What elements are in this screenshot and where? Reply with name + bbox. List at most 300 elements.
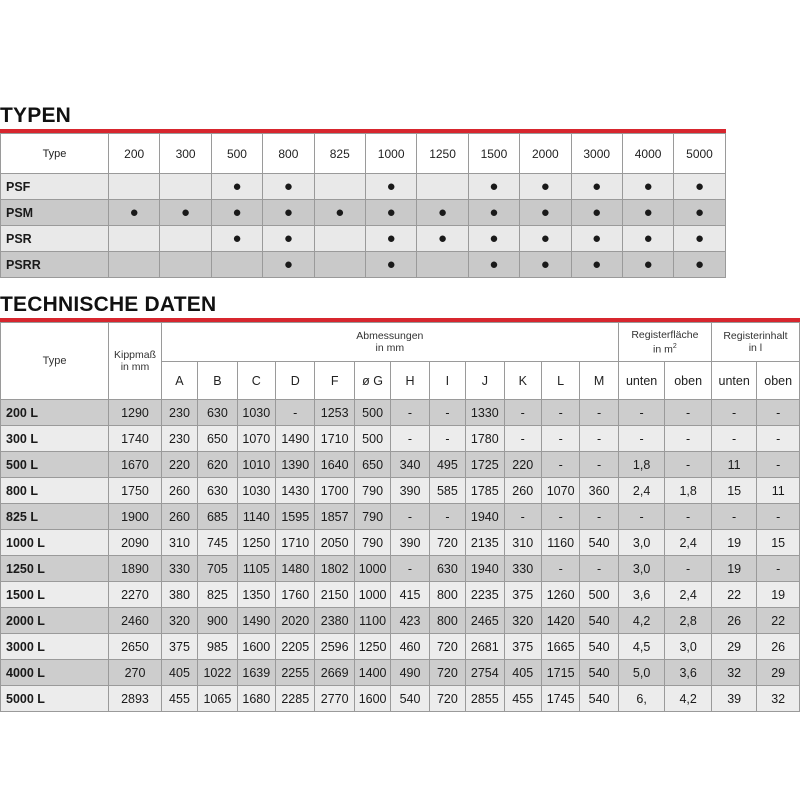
tech-cell: - <box>429 504 465 530</box>
tech-row <box>1 634 800 660</box>
tech-cell: - <box>618 504 665 530</box>
tech-cell: 1000 <box>354 556 390 582</box>
tech-cell: 1490 <box>237 608 275 634</box>
typen-cell <box>314 252 365 278</box>
tech-cell: - <box>580 426 619 452</box>
tech-cell: 720 <box>429 634 465 660</box>
availability-dot-icon: ● <box>489 178 499 195</box>
tech-cell: 32 <box>757 686 800 712</box>
tech-cell: 1665 <box>541 634 579 660</box>
availability-dot-icon: ● <box>540 256 550 273</box>
tech-cell: 1595 <box>276 504 315 530</box>
typen-body <box>1 174 726 278</box>
tech-cell: 455 <box>504 686 541 712</box>
tech-cell: 4,2 <box>665 686 712 712</box>
tech-cell: 1253 <box>315 400 354 426</box>
typen-table <box>0 133 726 278</box>
tech-cell: 260 <box>161 478 197 504</box>
typen-cell <box>160 226 211 252</box>
tech-cell: 2770 <box>315 686 354 712</box>
typen-header-row <box>1 134 726 174</box>
tech-cell: 540 <box>580 686 619 712</box>
availability-dot-icon: ● <box>489 256 499 273</box>
availability-dot-icon: ● <box>129 204 139 221</box>
tech-row <box>1 530 800 556</box>
typen-column-header: 3000 <box>571 134 622 174</box>
tech-cell: - <box>276 400 315 426</box>
tech-cell: 310 <box>161 530 197 556</box>
tech-cell: - <box>665 452 712 478</box>
tech-column-header: M <box>580 362 619 400</box>
tech-cell: 630 <box>198 478 237 504</box>
tech-cell: 745 <box>198 530 237 556</box>
tech-cell: 11 <box>757 478 800 504</box>
tech-cell: 220 <box>504 452 541 478</box>
tech-column-header: F <box>315 362 354 400</box>
tech-column-header: unten <box>711 362 757 400</box>
tech-cell: 1710 <box>276 530 315 556</box>
tech-row <box>1 556 800 582</box>
tech-cell: 2669 <box>315 660 354 686</box>
tech-cell: - <box>504 504 541 530</box>
tech-cell: 1105 <box>237 556 275 582</box>
tech-group-registerflaeche <box>618 323 711 362</box>
tech-cell: 1780 <box>466 426 504 452</box>
tech-cell: - <box>580 504 619 530</box>
typen-cell <box>520 174 571 200</box>
tech-cell: - <box>391 400 429 426</box>
tech-cell: 390 <box>391 530 429 556</box>
tech-cell: 540 <box>580 608 619 634</box>
availability-dot-icon: ● <box>283 204 293 221</box>
tech-row <box>1 582 800 608</box>
tech-cell: 1,8 <box>618 452 665 478</box>
tech-cell: 330 <box>161 556 197 582</box>
tech-cell: 650 <box>354 452 390 478</box>
typen-column-header: 500 <box>211 134 262 174</box>
typen-cell <box>417 174 468 200</box>
availability-dot-icon: ● <box>643 230 653 247</box>
typen-cell <box>211 174 262 200</box>
tech-cell: 1715 <box>541 660 579 686</box>
typen-cell <box>571 174 622 200</box>
typen-cell <box>622 252 673 278</box>
tech-cell-kippmass: 2090 <box>109 530 162 556</box>
tech-cell: - <box>541 452 579 478</box>
availability-dot-icon: ● <box>592 230 602 247</box>
tech-cell: 1030 <box>237 400 275 426</box>
tech-cell: 1070 <box>541 478 579 504</box>
tech-cell: - <box>541 556 579 582</box>
typen-cell <box>109 226 160 252</box>
tech-cell: 500 <box>354 426 390 452</box>
typen-row-name: PSF <box>1 174 109 200</box>
tech-cell: 1250 <box>354 634 390 660</box>
tech-cell: 2,4 <box>665 582 712 608</box>
tech-cell: 1802 <box>315 556 354 582</box>
typen-cell <box>468 226 519 252</box>
tech-cell-kippmass: 1750 <box>109 478 162 504</box>
availability-dot-icon: ● <box>386 256 396 273</box>
tech-cell: 2380 <box>315 608 354 634</box>
tech-cell: - <box>711 426 757 452</box>
registerflaeche-unit-sup: 2 <box>672 342 677 350</box>
tech-cell: 720 <box>429 530 465 556</box>
tech-cell: 705 <box>198 556 237 582</box>
tech-cell: 22 <box>757 608 800 634</box>
tech-cell: 620 <box>198 452 237 478</box>
tech-cell: 1390 <box>276 452 315 478</box>
availability-dot-icon: ● <box>643 256 653 273</box>
tech-cell: 375 <box>504 634 541 660</box>
tech-cell: 500 <box>354 400 390 426</box>
tech-column-header: unten <box>618 362 665 400</box>
tech-cell: 39 <box>711 686 757 712</box>
typen-header-type: Type <box>1 134 109 174</box>
availability-dot-icon: ● <box>335 204 345 221</box>
tech-cell: 15 <box>711 478 757 504</box>
tech-cell: 2150 <box>315 582 354 608</box>
tech-cell: 3,6 <box>618 582 665 608</box>
tech-column-header: H <box>391 362 429 400</box>
tech-cell: - <box>580 400 619 426</box>
tech-cell: 405 <box>161 660 197 686</box>
tech-cell: 790 <box>354 478 390 504</box>
tech-row-name: 300 L <box>1 426 109 452</box>
typen-cell <box>468 252 519 278</box>
tech-cell: 1857 <box>315 504 354 530</box>
tech-cell: 230 <box>161 426 197 452</box>
tech-cell: 2050 <box>315 530 354 556</box>
tech-row <box>1 660 800 686</box>
tech-cell: - <box>580 452 619 478</box>
tech-cell: 360 <box>580 478 619 504</box>
tech-cell: 415 <box>391 582 429 608</box>
tech-cell: - <box>665 556 712 582</box>
tech-row <box>1 504 800 530</box>
typen-cell <box>520 200 571 226</box>
tech-cell: 1,8 <box>665 478 712 504</box>
tech-cell: - <box>429 426 465 452</box>
tech-row <box>1 452 800 478</box>
tech-cell: 2855 <box>466 686 504 712</box>
availability-dot-icon: ● <box>592 204 602 221</box>
typen-column-header: 2000 <box>520 134 571 174</box>
availability-dot-icon: ● <box>694 230 705 247</box>
tech-row-name: 200 L <box>1 400 109 426</box>
tech-cell: 455 <box>161 686 197 712</box>
typen-row <box>1 226 726 252</box>
tech-cell: - <box>757 452 800 478</box>
typen-column-header: 200 <box>109 134 160 174</box>
tech-cell: 495 <box>429 452 465 478</box>
abmessungen-unit: in mm <box>375 342 405 354</box>
tech-cell: 1065 <box>198 686 237 712</box>
tech-header-kippmass <box>109 323 162 400</box>
tech-cell: 4,2 <box>618 608 665 634</box>
tech-cell: 6, <box>618 686 665 712</box>
availability-dot-icon: ● <box>232 230 242 247</box>
tech-cell: 29 <box>711 634 757 660</box>
typen-cell <box>468 200 519 226</box>
tech-cell: 800 <box>429 608 465 634</box>
typen-cell <box>263 252 314 278</box>
tech-cell: 1400 <box>354 660 390 686</box>
tech-column-header: oben <box>757 362 800 400</box>
tech-row <box>1 400 800 426</box>
availability-dot-icon: ● <box>386 204 396 221</box>
typen-column-header: 4000 <box>622 134 673 174</box>
tech-cell: - <box>504 400 541 426</box>
typen-row <box>1 174 726 200</box>
tech-column-header: ø G <box>354 362 390 400</box>
tech-cell: 985 <box>198 634 237 660</box>
tech-cell: 540 <box>580 660 619 686</box>
tech-cell: 2255 <box>276 660 315 686</box>
tech-column-header: A <box>161 362 197 400</box>
availability-dot-icon: ● <box>643 204 653 221</box>
tech-column-header: L <box>541 362 579 400</box>
availability-dot-icon: ● <box>232 178 242 195</box>
tech-cell: 3,0 <box>665 634 712 660</box>
tech-cell: - <box>541 400 579 426</box>
tech-cell: 19 <box>757 582 800 608</box>
availability-dot-icon: ● <box>283 178 293 195</box>
tech-cell: 1160 <box>541 530 579 556</box>
tech-cell: 2,4 <box>665 530 712 556</box>
tech-row-name: 3000 L <box>1 634 109 660</box>
typen-section-title: TYPEN <box>0 104 72 127</box>
tech-cell: 3,6 <box>665 660 712 686</box>
tech-cell: - <box>711 504 757 530</box>
tech-cell: 340 <box>391 452 429 478</box>
tech-group-registerinhalt <box>711 323 799 362</box>
tech-cell: 1639 <box>237 660 275 686</box>
tech-cell: - <box>665 400 712 426</box>
tech-cell: 720 <box>429 686 465 712</box>
tech-column-header: J <box>466 362 504 400</box>
tech-cell: - <box>665 504 712 530</box>
typen-cell <box>571 226 622 252</box>
tech-cell: - <box>504 426 541 452</box>
typen-column-header: 5000 <box>674 134 725 174</box>
tech-cell: 1140 <box>237 504 275 530</box>
tech-cell: - <box>757 426 800 452</box>
tech-cell: 2754 <box>466 660 504 686</box>
tech-cell-kippmass: 1900 <box>109 504 162 530</box>
typen-row-name: PSRR <box>1 252 109 278</box>
tech-cell: 19 <box>711 530 757 556</box>
typen-cell <box>160 174 211 200</box>
tech-cell: 1070 <box>237 426 275 452</box>
tech-cell: 260 <box>504 478 541 504</box>
tech-cell: 2020 <box>276 608 315 634</box>
tech-cell: 1725 <box>466 452 504 478</box>
tech-cell: 1430 <box>276 478 315 504</box>
typen-cell <box>622 200 673 226</box>
typen-cell <box>365 252 416 278</box>
typen-cell <box>211 252 262 278</box>
tech-cell: - <box>541 504 579 530</box>
tech-cell: 1250 <box>237 530 275 556</box>
availability-dot-icon: ● <box>540 178 550 195</box>
tech-cell: - <box>618 400 665 426</box>
typen-column-header: 1250 <box>417 134 468 174</box>
tech-cell: 26 <box>757 634 800 660</box>
tech-cell: 2235 <box>466 582 504 608</box>
typen-cell <box>674 252 725 278</box>
typen-cell <box>263 200 314 226</box>
typen-cell <box>674 174 725 200</box>
tech-group-header-row <box>1 323 800 362</box>
tech-cell: 825 <box>198 582 237 608</box>
tech-cell: 320 <box>161 608 197 634</box>
typen-cell <box>314 200 365 226</box>
availability-dot-icon: ● <box>386 230 396 247</box>
tech-cell: 1785 <box>466 478 504 504</box>
typen-row-name: PSM <box>1 200 109 226</box>
tech-cell-kippmass: 1890 <box>109 556 162 582</box>
tech-cell: 320 <box>504 608 541 634</box>
tech-table <box>0 322 800 712</box>
typen-cell <box>417 226 468 252</box>
registerinhalt-label: Registerinhalt <box>723 330 788 342</box>
tech-cell: 19 <box>711 556 757 582</box>
tech-row-name: 1250 L <box>1 556 109 582</box>
tech-cell: 26 <box>711 608 757 634</box>
registerinhalt-unit: in l <box>748 342 763 354</box>
tech-cell: 540 <box>580 634 619 660</box>
typen-cell <box>622 226 673 252</box>
typen-cell <box>109 174 160 200</box>
tech-row <box>1 478 800 504</box>
availability-dot-icon: ● <box>489 204 499 221</box>
typen-cell <box>365 226 416 252</box>
availability-dot-icon: ● <box>592 178 602 195</box>
tech-row-name: 825 L <box>1 504 109 530</box>
tech-section-title: TECHNISCHE DATEN <box>0 293 217 316</box>
tech-cell: 585 <box>429 478 465 504</box>
tech-row <box>1 686 800 712</box>
tech-cell: 1330 <box>466 400 504 426</box>
tech-cell: 1760 <box>276 582 315 608</box>
tech-cell-kippmass: 1670 <box>109 452 162 478</box>
tech-cell: 1600 <box>354 686 390 712</box>
tech-cell: 4,5 <box>618 634 665 660</box>
typen-cell <box>211 200 262 226</box>
tech-cell: 1680 <box>237 686 275 712</box>
tech-cell: 1710 <box>315 426 354 452</box>
tech-cell: 540 <box>580 530 619 556</box>
tech-cell: 540 <box>391 686 429 712</box>
tech-row-name: 5000 L <box>1 686 109 712</box>
tech-cell-kippmass: 2650 <box>109 634 162 660</box>
tech-cell: 2596 <box>315 634 354 660</box>
registerflaeche-label: Registerfläche <box>631 328 699 341</box>
tech-cell: 1640 <box>315 452 354 478</box>
availability-dot-icon: ● <box>694 178 705 195</box>
tech-cell: 1420 <box>541 608 579 634</box>
tech-cell: 490 <box>391 660 429 686</box>
tech-column-header: K <box>504 362 541 400</box>
tech-cell: 375 <box>504 582 541 608</box>
tech-cell: - <box>757 556 800 582</box>
tech-cell: 1745 <box>541 686 579 712</box>
tech-cell: 1010 <box>237 452 275 478</box>
tech-row-name: 4000 L <box>1 660 109 686</box>
tech-cell: 900 <box>198 608 237 634</box>
tech-cell: - <box>618 426 665 452</box>
typen-column-header: 1000 <box>365 134 416 174</box>
typen-row-name: PSR <box>1 226 109 252</box>
tech-cell: 1490 <box>276 426 315 452</box>
tech-row <box>1 426 800 452</box>
typen-cell <box>160 200 211 226</box>
tech-cell: 2135 <box>466 530 504 556</box>
availability-dot-icon: ● <box>540 204 550 221</box>
tech-cell: 790 <box>354 504 390 530</box>
abmessungen-label: Abmessungen <box>356 330 424 342</box>
typen-cell <box>468 174 519 200</box>
tech-cell: - <box>541 426 579 452</box>
tech-cell: 310 <box>504 530 541 556</box>
tech-cell: 630 <box>198 400 237 426</box>
tech-cell: 650 <box>198 426 237 452</box>
tech-column-header: I <box>429 362 465 400</box>
typen-cell <box>520 226 571 252</box>
tech-cell: 1022 <box>198 660 237 686</box>
availability-dot-icon: ● <box>694 256 705 273</box>
typen-cell <box>160 252 211 278</box>
tech-cell: - <box>757 504 800 530</box>
typen-cell <box>571 252 622 278</box>
tech-column-header: oben <box>665 362 712 400</box>
tech-cell: 2681 <box>466 634 504 660</box>
typen-cell <box>417 200 468 226</box>
availability-dot-icon: ● <box>283 256 293 273</box>
tech-cell: 2205 <box>276 634 315 660</box>
tech-column-header: D <box>276 362 315 400</box>
typen-cell <box>263 174 314 200</box>
tech-cell: 380 <box>161 582 197 608</box>
availability-dot-icon: ● <box>438 204 448 221</box>
tech-cell: 3,0 <box>618 556 665 582</box>
tech-cell: 500 <box>580 582 619 608</box>
tech-cell: 330 <box>504 556 541 582</box>
tech-cell: 5,0 <box>618 660 665 686</box>
availability-dot-icon: ● <box>386 178 396 195</box>
typen-cell <box>674 200 725 226</box>
tech-cell: 405 <box>504 660 541 686</box>
kippmass-label: Kippmaß <box>113 349 156 361</box>
availability-dot-icon: ● <box>489 230 499 247</box>
typen-cell <box>263 226 314 252</box>
tech-cell: 260 <box>161 504 197 530</box>
tech-cell: - <box>711 400 757 426</box>
typen-cell <box>622 174 673 200</box>
tech-cell: 423 <box>391 608 429 634</box>
typen-cell <box>211 226 262 252</box>
tech-cell: 1350 <box>237 582 275 608</box>
tech-row-name: 2000 L <box>1 608 109 634</box>
tech-cell: 32 <box>711 660 757 686</box>
tech-cell: 685 <box>198 504 237 530</box>
tech-cell: 2285 <box>276 686 315 712</box>
tech-cell: 800 <box>429 582 465 608</box>
typen-row <box>1 252 726 278</box>
availability-dot-icon: ● <box>643 178 653 195</box>
availability-dot-icon: ● <box>540 230 550 247</box>
